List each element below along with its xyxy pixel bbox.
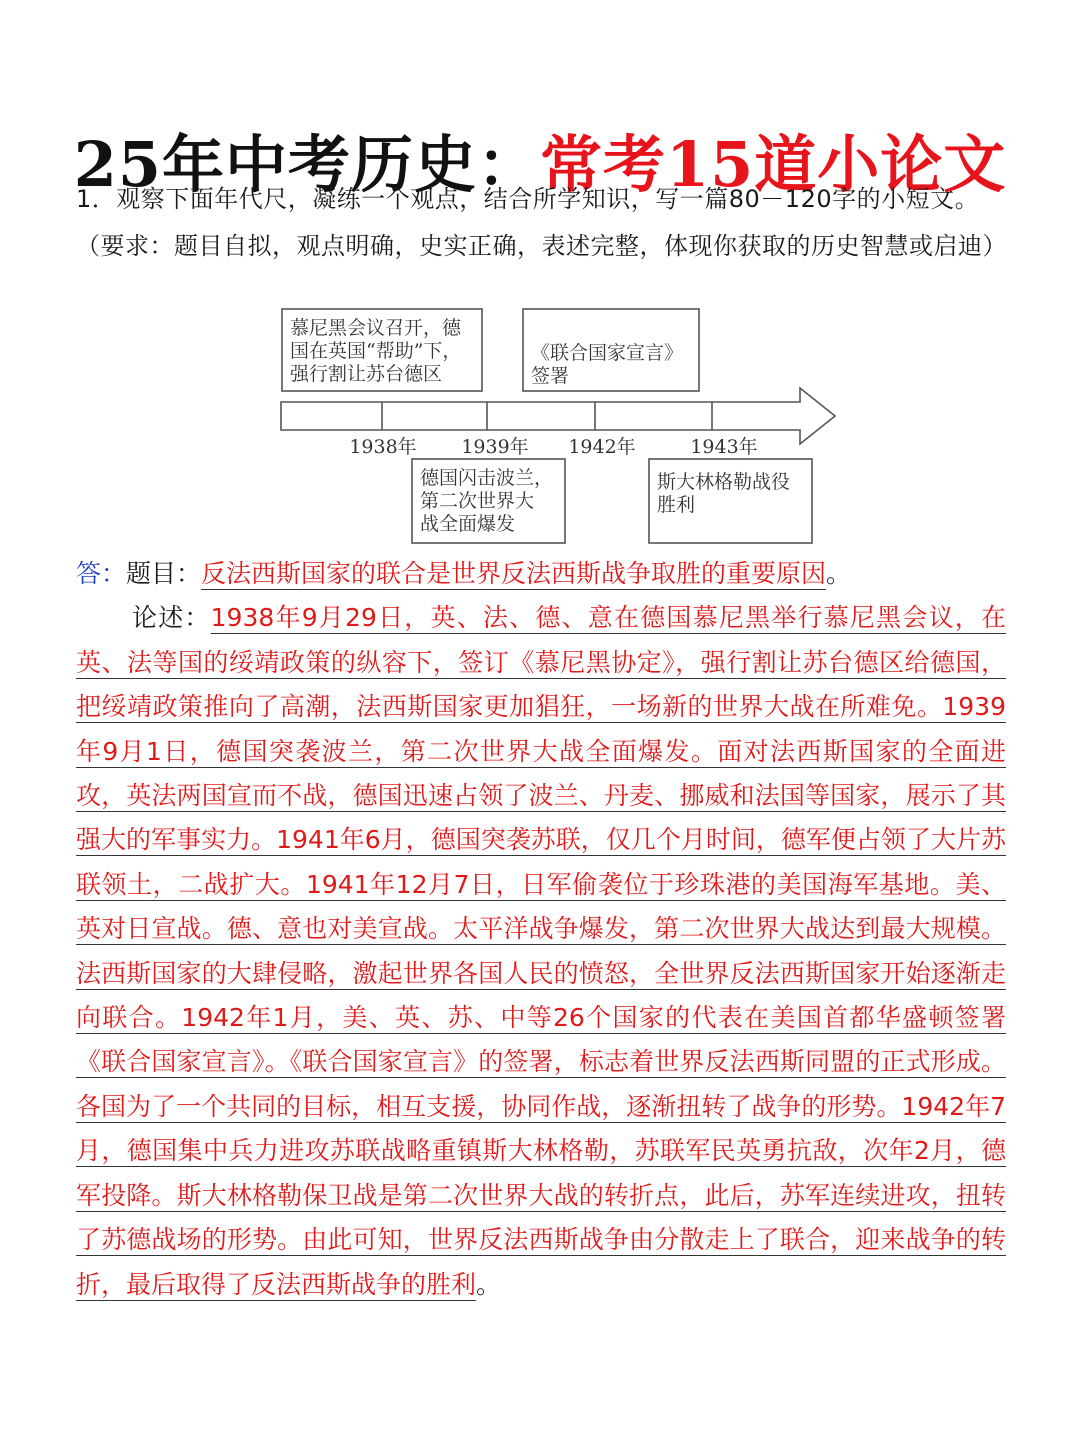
timeline-svg: [275, 302, 845, 552]
answer-topic-row: [76, 552, 1006, 596]
event-1942-line-2: 签署: [531, 365, 570, 387]
question-text: 1．观察下面年代尺，凝练一个观点，结合所学知识，写一篇80－120字的小短文。（要求：题目自拟，观点明确，史实正确，表述完整，体现你获取的历史智慧或启迪）: [76, 185, 1007, 260]
year-label-1942: 1942年: [568, 436, 636, 458]
year-label-1939: 1939年: [461, 436, 529, 458]
event-1943-line-1: 斯大林格勒战役: [657, 471, 791, 493]
event-1939-line-2: 第二次世界大: [420, 490, 535, 512]
event-1943-line-2: 胜利: [657, 494, 696, 516]
topic-label: 题目：: [126, 559, 202, 588]
year-label-1938: 1938年: [349, 436, 417, 458]
title-part-red: 常考15道小论文: [540, 127, 1007, 201]
event-1938-line-3: 强行割让苏台德区: [290, 363, 443, 385]
answer-discussion: 1938年9月29日，英、法、德、意在德国慕尼黑举行慕尼黑会议，在英、法等国的绥靖政策的纵容下，签订《慕尼黑协定》，强行割让苏台德区给德国，把绥靖政策推向了高潮，法西斯国家更加猖狂，一场新的世界大战在所难免。1939年9月1日，德国突袭波兰，第二次世界大战全面爆发。面对法西斯国家的全面进攻，英法两国宣而不战，德国迅速占领了波兰、丹麦、挪威和法国等国家，展示了其强大的军事实力。1941年6月，德国突袭苏联，仅几个月时间，德军便占领了大片苏联领土，二战扩大。1941年12月7日，日军偷袭位于珍珠港的美国海军基地。美、英对日宣战。德、意也对美宣战。太平洋战争爆发，第二次世界大战达到最大规模。法西斯国家的大肆侵略，激起世界各国人民的愤怒，全世界反法西斯国家开始逐渐走向联合。1942年1月，美、英、苏、中等26个国家的代表在美国首都华盛顿签署《联合国家宣言》。《联合国家宣言》的签署，标志着世界反法西斯同盟的正式形成。各国为了一个共同的目标，相互支援，协同作战，逐渐扭转了战争的形势。1942年7月，德国集中兵力进攻苏联战略重镇斯大林格勒，苏联军民英勇抗敌，次年2月，德军投降。斯大林格勒保卫战是第二次世界大战的转折点，此后，苏军连续进攻，扭转了苏德战场的形势。由此可知，世界反法西斯战争由分散走上了联合，迎来战争的转折，最后取得了反法西斯战争的胜利: [76, 603, 1006, 1299]
topic-end-punct: 。: [826, 559, 852, 588]
event-1942-line-1: 《联合国家宣言》: [531, 342, 684, 364]
discussion-label: 论述：: [132, 603, 211, 633]
answer-label: 答：: [76, 559, 127, 588]
title-part-black: 25年中考历史：: [73, 127, 540, 201]
answer-section: [76, 552, 1006, 1307]
discussion-end-punct: 。: [476, 1269, 502, 1299]
event-1939-line-1: 德国闪击波兰，: [420, 467, 554, 489]
year-label-1943: 1943年: [690, 436, 758, 458]
answer-discussion-block: [76, 596, 1006, 1307]
event-1939-line-3: 战全面爆发: [420, 513, 516, 535]
answer-topic: 反法西斯国家的联合是世界反法西斯战争取胜的重要原因: [201, 559, 827, 588]
event-1938-line-2: 国在英国“帮助”下，: [290, 340, 462, 362]
timeline-diagram: [275, 302, 845, 552]
event-1938-line-1: 慕尼黑会议召开，德: [290, 317, 462, 339]
